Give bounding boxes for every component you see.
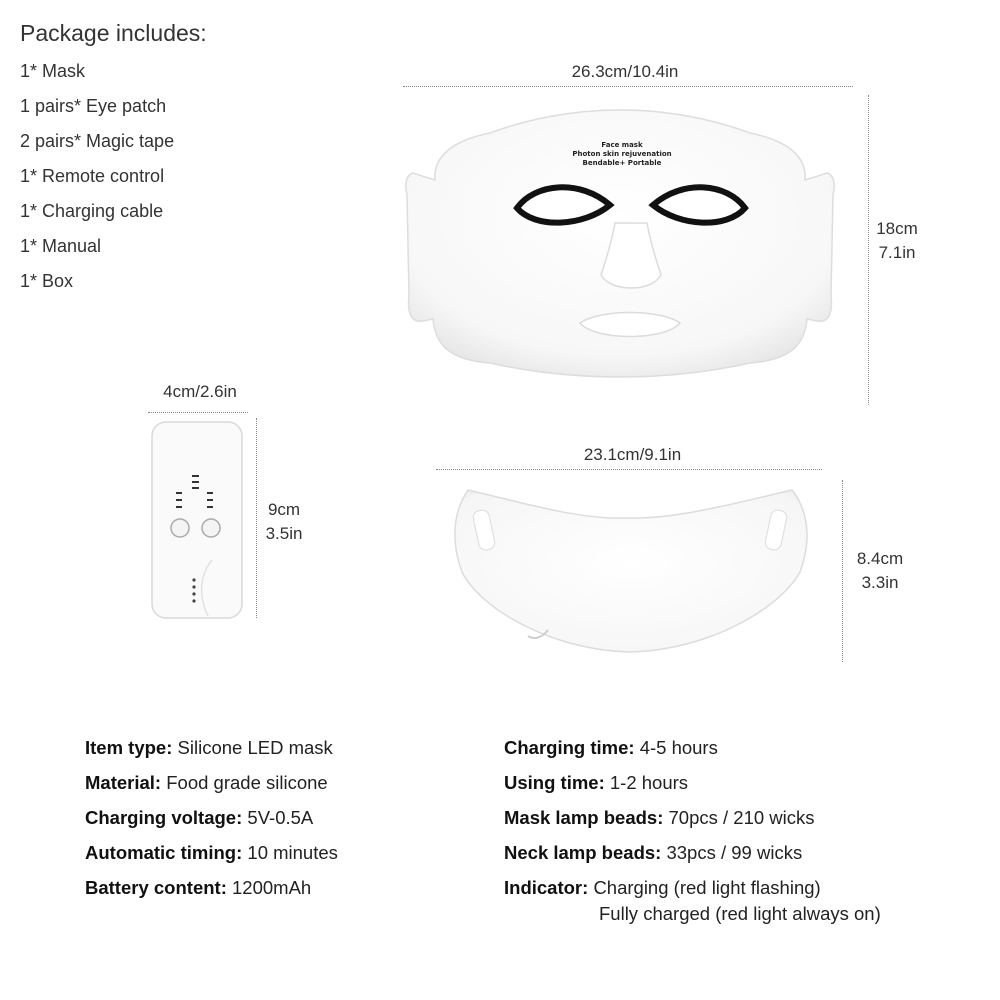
remote-width-line	[148, 412, 248, 413]
neck-height-line	[842, 480, 843, 662]
mask-height-label	[868, 217, 926, 265]
package-item: 1* Manual	[20, 236, 102, 256]
mask-print-line2: Photon skin rejuvenation	[572, 150, 672, 158]
mask-height-cm: 18cm	[876, 219, 918, 238]
face-mask-image	[405, 95, 855, 405]
package-item: 1* Mask	[20, 61, 86, 81]
spec-neck-lamp-beads: Neck lamp beads: 33pcs / 99 wicks	[504, 842, 803, 863]
mask-print-line3: Bendable+ Portable	[582, 159, 662, 167]
spec-item-type: Item type: Silicone LED mask	[85, 737, 333, 758]
remote-control-image	[150, 420, 245, 620]
spec-battery-content: Battery content: 1200mAh	[85, 877, 312, 898]
package-item: 1 pairs* Eye patch	[20, 96, 167, 116]
package-item: 1* Box	[20, 271, 74, 291]
remote-height-in: 3.5in	[265, 524, 303, 543]
neck-mask-image	[440, 480, 820, 665]
spec-mask-lamp-beads: Mask lamp beads: 70pcs / 210 wicks	[504, 807, 815, 828]
remote-width-label: 4cm/2.6in	[163, 382, 237, 401]
spec-material: Material: Food grade silicone	[85, 772, 328, 793]
mask-width-label: 26.3cm/10.4in	[571, 62, 679, 81]
spec-indicator: Indicator: Charging (red light flashing)	[504, 877, 821, 898]
remote-height-line	[256, 418, 257, 618]
package-item: 1* Charging cable	[20, 201, 164, 221]
neck-width-line	[436, 469, 822, 470]
package-list	[20, 60, 174, 305]
left-button[interactable]	[171, 519, 189, 537]
package-title: Package includes:	[20, 20, 207, 46]
remote-height-label	[258, 498, 310, 546]
remote-height-cm: 9cm	[267, 500, 301, 519]
spec-using-time: Using time: 1-2 hours	[504, 772, 689, 793]
neck-height-cm: 8.4cm	[856, 549, 904, 568]
mask-height-in: 7.1in	[878, 243, 916, 262]
package-item: 1* Remote control	[20, 166, 165, 186]
neck-height-in: 3.3in	[861, 573, 899, 592]
neck-width-label: 23.1cm/9.1in	[583, 445, 682, 464]
mask-print-line1: Face mask	[601, 141, 643, 149]
mask-width-line	[403, 86, 853, 87]
spec-automatic-timing: Automatic timing: 10 minutes	[85, 842, 338, 863]
neck-height-label	[850, 547, 910, 595]
spec-charging-time: Charging time: 4-5 hours	[504, 737, 718, 758]
package-item: 2 pairs* Magic tape	[20, 131, 175, 151]
spec-charging-voltage: Charging voltage: 5V-0.5A	[85, 807, 314, 828]
right-button[interactable]	[202, 519, 220, 537]
spec-indicator-line2: Fully charged (red light always on)	[599, 903, 881, 924]
